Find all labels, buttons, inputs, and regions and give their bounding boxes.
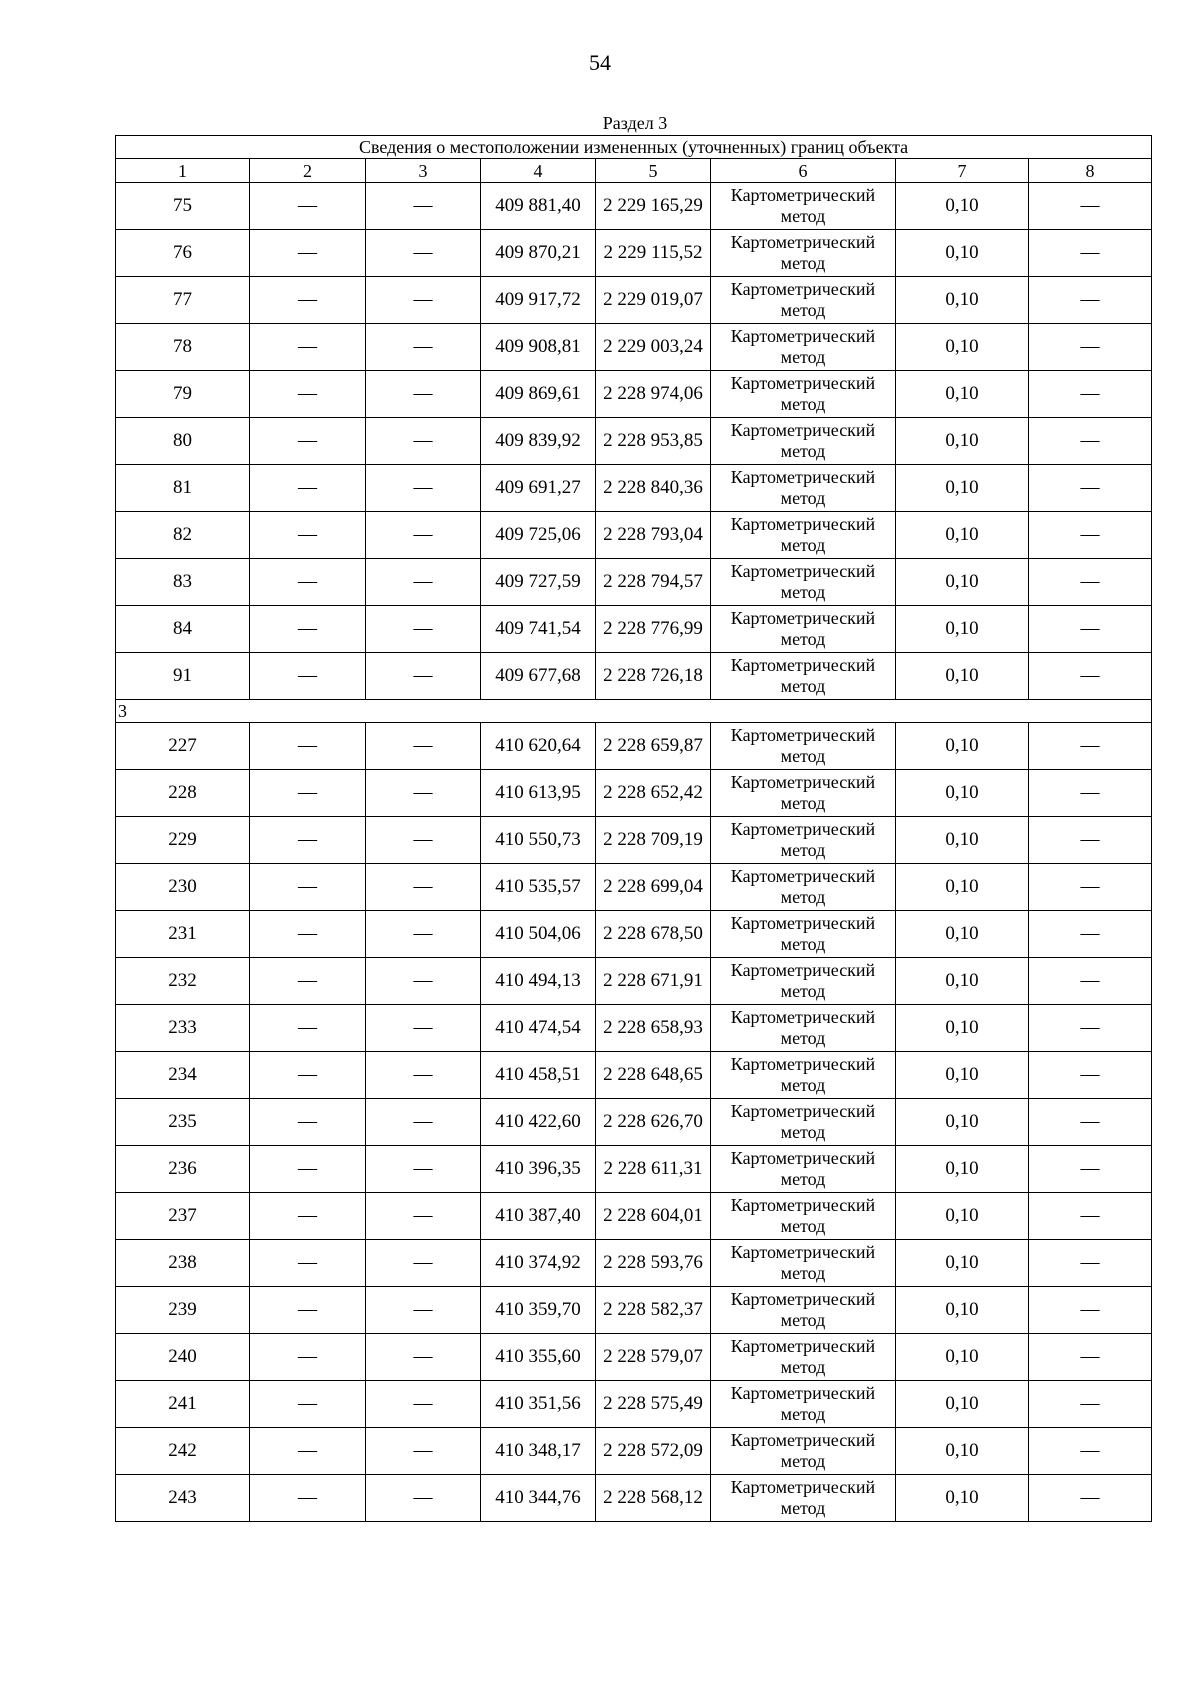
table-row	[116, 1193, 1152, 1240]
table-row	[116, 653, 1152, 700]
method: Картометрический метод	[711, 230, 896, 277]
x-coordinate: 410 613,95	[481, 770, 596, 817]
col2-dash: —	[250, 1334, 366, 1381]
x-coordinate: 410 550,73	[481, 817, 596, 864]
x-coordinate: 409 881,40	[481, 183, 596, 230]
y-coordinate: 2 228 671,91	[596, 958, 711, 1005]
col2-dash: —	[250, 1193, 366, 1240]
col8-dash: —	[1029, 277, 1152, 324]
col3-dash: —	[366, 512, 481, 559]
accuracy: 0,10	[896, 277, 1029, 324]
col3-dash: —	[366, 606, 481, 653]
x-coordinate: 410 359,70	[481, 1287, 596, 1334]
x-coordinate: 409 839,92	[481, 418, 596, 465]
y-coordinate: 2 228 611,31	[596, 1146, 711, 1193]
col2-dash: —	[250, 230, 366, 277]
method: Картометрический метод	[711, 958, 896, 1005]
col8-dash: —	[1029, 230, 1152, 277]
accuracy: 0,10	[896, 1287, 1029, 1334]
table-row	[116, 1334, 1152, 1381]
method: Картометрический метод	[711, 559, 896, 606]
table-row	[116, 230, 1152, 277]
col8-dash: —	[1029, 183, 1152, 230]
y-coordinate: 2 228 579,07	[596, 1334, 711, 1381]
col3-dash: —	[366, 230, 481, 277]
col2-dash: —	[250, 559, 366, 606]
column-header-4: 4	[481, 159, 596, 183]
column-header-2: 2	[250, 159, 366, 183]
y-coordinate: 2 229 003,24	[596, 324, 711, 371]
accuracy: 0,10	[896, 512, 1029, 559]
col2-dash: —	[250, 1475, 366, 1522]
col3-dash: —	[366, 1099, 481, 1146]
col2-dash: —	[250, 418, 366, 465]
x-coordinate: 410 374,92	[481, 1240, 596, 1287]
table-row	[116, 911, 1152, 958]
accuracy: 0,10	[896, 559, 1029, 606]
point-number: 91	[116, 653, 250, 700]
table-row	[116, 465, 1152, 512]
col3-dash: —	[366, 1240, 481, 1287]
accuracy: 0,10	[896, 1334, 1029, 1381]
accuracy: 0,10	[896, 958, 1029, 1005]
method: Картометрический метод	[711, 1146, 896, 1193]
method: Картометрический метод	[711, 1099, 896, 1146]
y-coordinate: 2 228 678,50	[596, 911, 711, 958]
section-title: Раздел 3	[602, 113, 668, 133]
table-row	[116, 183, 1152, 230]
x-coordinate: 410 355,60	[481, 1334, 596, 1381]
column-header-8: 8	[1029, 159, 1152, 183]
y-coordinate: 2 228 626,70	[596, 1099, 711, 1146]
method: Картометрический метод	[711, 1381, 896, 1428]
table-row	[116, 1240, 1152, 1287]
y-coordinate: 2 228 572,09	[596, 1428, 711, 1475]
col3-dash: —	[366, 559, 481, 606]
table-row	[116, 1287, 1152, 1334]
col8-dash: —	[1029, 1428, 1152, 1475]
x-coordinate: 409 908,81	[481, 324, 596, 371]
method: Картометрический метод	[711, 371, 896, 418]
point-number: 239	[116, 1287, 250, 1334]
col8-dash: —	[1029, 864, 1152, 911]
group-row	[116, 700, 1152, 723]
table-caption-row	[116, 136, 1152, 159]
col8-dash: —	[1029, 1099, 1152, 1146]
point-number: 78	[116, 324, 250, 371]
y-coordinate: 2 228 794,57	[596, 559, 711, 606]
accuracy: 0,10	[896, 465, 1029, 512]
column-header-3: 3	[366, 159, 481, 183]
method: Картометрический метод	[711, 512, 896, 559]
accuracy: 0,10	[896, 864, 1029, 911]
accuracy: 0,10	[896, 1193, 1029, 1240]
accuracy: 0,10	[896, 230, 1029, 277]
method: Картометрический метод	[711, 277, 896, 324]
column-header-5: 5	[596, 159, 711, 183]
table-row	[116, 864, 1152, 911]
x-coordinate: 409 741,54	[481, 606, 596, 653]
accuracy: 0,10	[896, 1475, 1029, 1522]
x-coordinate: 410 620,64	[481, 723, 596, 770]
y-coordinate: 2 228 726,18	[596, 653, 711, 700]
point-number: 237	[116, 1193, 250, 1240]
accuracy: 0,10	[896, 817, 1029, 864]
col8-dash: —	[1029, 817, 1152, 864]
table-row	[116, 1052, 1152, 1099]
method: Картометрический метод	[711, 1475, 896, 1522]
method: Картометрический метод	[711, 723, 896, 770]
table-row	[116, 723, 1152, 770]
point-number: 229	[116, 817, 250, 864]
col3-dash: —	[366, 371, 481, 418]
x-coordinate: 410 458,51	[481, 1052, 596, 1099]
point-number: 81	[116, 465, 250, 512]
x-coordinate: 410 504,06	[481, 911, 596, 958]
point-number: 236	[116, 1146, 250, 1193]
col2-dash: —	[250, 1287, 366, 1334]
table-row	[116, 277, 1152, 324]
col3-dash: —	[366, 1287, 481, 1334]
col3-dash: —	[366, 1146, 481, 1193]
point-number: 77	[116, 277, 250, 324]
group-label: 3	[116, 700, 1152, 723]
point-number: 83	[116, 559, 250, 606]
point-number: 230	[116, 864, 250, 911]
y-coordinate: 2 228 709,19	[596, 817, 711, 864]
header-row	[116, 159, 1152, 183]
method: Картометрический метод	[711, 864, 896, 911]
point-number: 234	[116, 1052, 250, 1099]
accuracy: 0,10	[896, 1099, 1029, 1146]
point-number: 241	[116, 1381, 250, 1428]
x-coordinate: 410 348,17	[481, 1428, 596, 1475]
col2-dash: —	[250, 324, 366, 371]
method: Картометрический метод	[711, 183, 896, 230]
accuracy: 0,10	[896, 1005, 1029, 1052]
accuracy: 0,10	[896, 183, 1029, 230]
accuracy: 0,10	[896, 723, 1029, 770]
col8-dash: —	[1029, 1287, 1152, 1334]
col8-dash: —	[1029, 465, 1152, 512]
method: Картометрический метод	[711, 653, 896, 700]
coordinates-table	[115, 135, 1152, 1522]
point-number: 84	[116, 606, 250, 653]
table-row	[116, 1475, 1152, 1522]
x-coordinate: 409 727,59	[481, 559, 596, 606]
x-coordinate: 409 725,06	[481, 512, 596, 559]
table-row	[116, 1381, 1152, 1428]
table-row	[116, 958, 1152, 1005]
col2-dash: —	[250, 606, 366, 653]
point-number: 232	[116, 958, 250, 1005]
y-coordinate: 2 228 793,04	[596, 512, 711, 559]
table-row	[116, 1146, 1152, 1193]
accuracy: 0,10	[896, 653, 1029, 700]
accuracy: 0,10	[896, 1381, 1029, 1428]
point-number: 243	[116, 1475, 250, 1522]
col2-dash: —	[250, 911, 366, 958]
table-row	[116, 1428, 1152, 1475]
x-coordinate: 409 917,72	[481, 277, 596, 324]
y-coordinate: 2 228 953,85	[596, 418, 711, 465]
table-row	[116, 418, 1152, 465]
col2-dash: —	[250, 1381, 366, 1428]
point-number: 75	[116, 183, 250, 230]
col8-dash: —	[1029, 371, 1152, 418]
col3-dash: —	[366, 277, 481, 324]
y-coordinate: 2 229 115,52	[596, 230, 711, 277]
y-coordinate: 2 228 659,87	[596, 723, 711, 770]
method: Картометрический метод	[711, 324, 896, 371]
y-coordinate: 2 228 604,01	[596, 1193, 711, 1240]
point-number: 238	[116, 1240, 250, 1287]
table-caption: Сведения о местоположении измененных (уточненных) границ объекта	[116, 136, 1152, 159]
col8-dash: —	[1029, 1475, 1152, 1522]
x-coordinate: 409 869,61	[481, 371, 596, 418]
col8-dash: —	[1029, 512, 1152, 559]
col8-dash: —	[1029, 324, 1152, 371]
col8-dash: —	[1029, 958, 1152, 1005]
x-coordinate: 410 396,35	[481, 1146, 596, 1193]
y-coordinate: 2 229 019,07	[596, 277, 711, 324]
point-number: 242	[116, 1428, 250, 1475]
col2-dash: —	[250, 653, 366, 700]
col3-dash: —	[366, 1334, 481, 1381]
x-coordinate: 409 691,27	[481, 465, 596, 512]
col8-dash: —	[1029, 1193, 1152, 1240]
method: Картометрический метод	[711, 1052, 896, 1099]
col3-dash: —	[366, 958, 481, 1005]
col8-dash: —	[1029, 723, 1152, 770]
point-number: 240	[116, 1334, 250, 1381]
method: Картометрический метод	[711, 1240, 896, 1287]
col2-dash: —	[250, 1005, 366, 1052]
y-coordinate: 2 228 652,42	[596, 770, 711, 817]
col2-dash: —	[250, 864, 366, 911]
accuracy: 0,10	[896, 324, 1029, 371]
y-coordinate: 2 228 648,65	[596, 1052, 711, 1099]
col8-dash: —	[1029, 1240, 1152, 1287]
col8-dash: —	[1029, 911, 1152, 958]
x-coordinate: 409 677,68	[481, 653, 596, 700]
y-coordinate: 2 228 568,12	[596, 1475, 711, 1522]
y-coordinate: 2 228 575,49	[596, 1381, 711, 1428]
method: Картометрический метод	[711, 911, 896, 958]
col2-dash: —	[250, 958, 366, 1005]
method: Картометрический метод	[711, 1287, 896, 1334]
col2-dash: —	[250, 1428, 366, 1475]
x-coordinate: 410 535,57	[481, 864, 596, 911]
accuracy: 0,10	[896, 1052, 1029, 1099]
table-row	[116, 1005, 1152, 1052]
method: Картометрический метод	[711, 418, 896, 465]
accuracy: 0,10	[896, 1240, 1029, 1287]
y-coordinate: 2 229 165,29	[596, 183, 711, 230]
col3-dash: —	[366, 723, 481, 770]
x-coordinate: 409 870,21	[481, 230, 596, 277]
column-header-1: 1	[116, 159, 250, 183]
accuracy: 0,10	[896, 911, 1029, 958]
col3-dash: —	[366, 1381, 481, 1428]
accuracy: 0,10	[896, 770, 1029, 817]
point-number: 233	[116, 1005, 250, 1052]
y-coordinate: 2 228 974,06	[596, 371, 711, 418]
col2-dash: —	[250, 277, 366, 324]
y-coordinate: 2 228 658,93	[596, 1005, 711, 1052]
point-number: 80	[116, 418, 250, 465]
method: Картометрический метод	[711, 770, 896, 817]
col3-dash: —	[366, 1052, 481, 1099]
col8-dash: —	[1029, 1005, 1152, 1052]
y-coordinate: 2 228 776,99	[596, 606, 711, 653]
point-number: 76	[116, 230, 250, 277]
col2-dash: —	[250, 183, 366, 230]
x-coordinate: 410 494,13	[481, 958, 596, 1005]
x-coordinate: 410 474,54	[481, 1005, 596, 1052]
col2-dash: —	[250, 512, 366, 559]
x-coordinate: 410 344,76	[481, 1475, 596, 1522]
accuracy: 0,10	[896, 371, 1029, 418]
method: Картометрический метод	[711, 1193, 896, 1240]
method: Картометрический метод	[711, 1428, 896, 1475]
col8-dash: —	[1029, 1146, 1152, 1193]
col3-dash: —	[366, 1428, 481, 1475]
col3-dash: —	[366, 911, 481, 958]
table-row	[116, 1099, 1152, 1146]
col3-dash: —	[366, 770, 481, 817]
point-number: 79	[116, 371, 250, 418]
point-number: 231	[116, 911, 250, 958]
col2-dash: —	[250, 1146, 366, 1193]
table-row	[116, 371, 1152, 418]
x-coordinate: 410 387,40	[481, 1193, 596, 1240]
table-row	[116, 512, 1152, 559]
col3-dash: —	[366, 465, 481, 512]
point-number: 235	[116, 1099, 250, 1146]
col8-dash: —	[1029, 606, 1152, 653]
y-coordinate: 2 228 593,76	[596, 1240, 711, 1287]
col8-dash: —	[1029, 559, 1152, 606]
col2-dash: —	[250, 1240, 366, 1287]
table-row	[116, 324, 1152, 371]
method: Картометрический метод	[711, 465, 896, 512]
col8-dash: —	[1029, 1052, 1152, 1099]
x-coordinate: 410 422,60	[481, 1099, 596, 1146]
col3-dash: —	[366, 653, 481, 700]
y-coordinate: 2 228 582,37	[596, 1287, 711, 1334]
point-number: 227	[116, 723, 250, 770]
table-row	[116, 770, 1152, 817]
page-number: 54	[589, 50, 611, 75]
col3-dash: —	[366, 183, 481, 230]
col2-dash: —	[250, 371, 366, 418]
method: Картометрический метод	[711, 606, 896, 653]
col8-dash: —	[1029, 1334, 1152, 1381]
accuracy: 0,10	[896, 1146, 1029, 1193]
method: Картометрический метод	[711, 1334, 896, 1381]
col2-dash: —	[250, 465, 366, 512]
column-header-6: 6	[711, 159, 896, 183]
accuracy: 0,10	[896, 1428, 1029, 1475]
y-coordinate: 2 228 840,36	[596, 465, 711, 512]
col8-dash: —	[1029, 653, 1152, 700]
col8-dash: —	[1029, 1381, 1152, 1428]
table-row	[116, 559, 1152, 606]
col3-dash: —	[366, 817, 481, 864]
accuracy: 0,10	[896, 606, 1029, 653]
table-row	[116, 606, 1152, 653]
method: Картометрический метод	[711, 817, 896, 864]
col2-dash: —	[250, 723, 366, 770]
column-header-7: 7	[896, 159, 1029, 183]
col3-dash: —	[366, 864, 481, 911]
col3-dash: —	[366, 1193, 481, 1240]
accuracy: 0,10	[896, 418, 1029, 465]
y-coordinate: 2 228 699,04	[596, 864, 711, 911]
col3-dash: —	[366, 1005, 481, 1052]
col8-dash: —	[1029, 770, 1152, 817]
col3-dash: —	[366, 418, 481, 465]
col2-dash: —	[250, 817, 366, 864]
point-number: 82	[116, 512, 250, 559]
col3-dash: —	[366, 324, 481, 371]
method: Картометрический метод	[711, 1005, 896, 1052]
point-number: 228	[116, 770, 250, 817]
col2-dash: —	[250, 770, 366, 817]
col3-dash: —	[366, 1475, 481, 1522]
col2-dash: —	[250, 1099, 366, 1146]
table-row	[116, 817, 1152, 864]
col8-dash: —	[1029, 418, 1152, 465]
x-coordinate: 410 351,56	[481, 1381, 596, 1428]
col2-dash: —	[250, 1052, 366, 1099]
